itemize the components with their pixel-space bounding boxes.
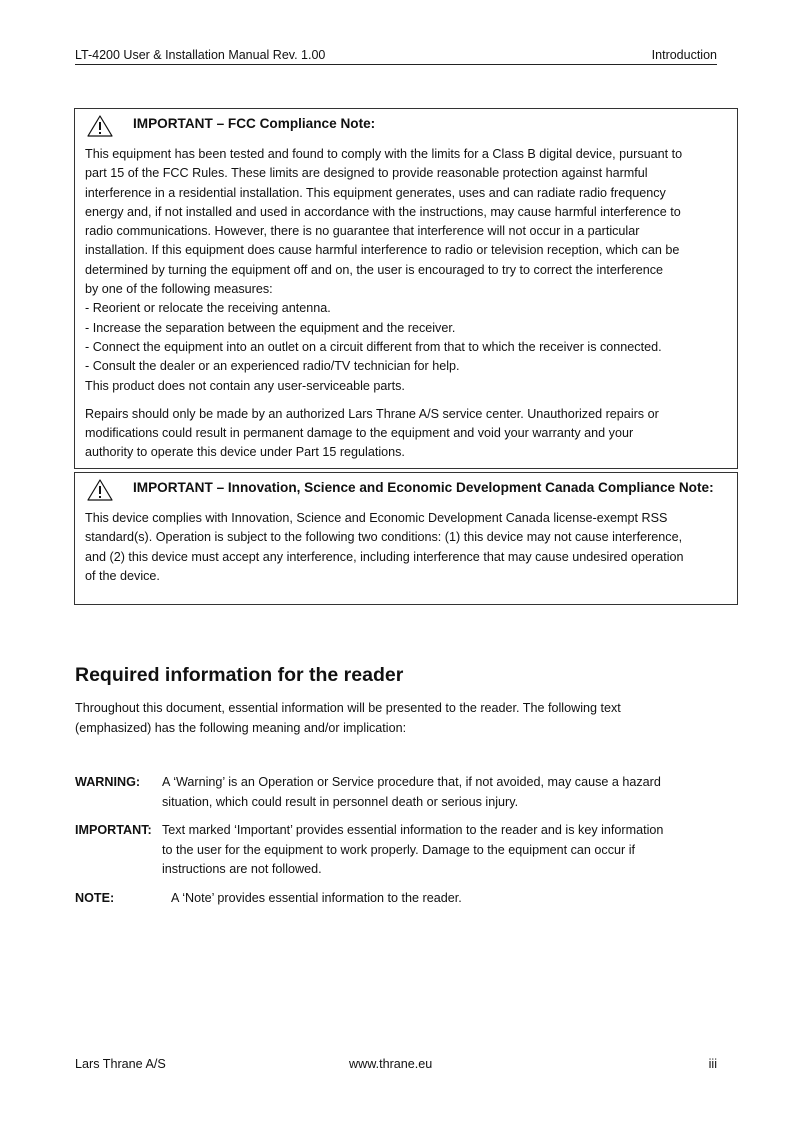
definition-term: WARNING: [75, 775, 141, 789]
notice-body [85, 509, 727, 586]
definition-line: instructions are not followed. [162, 862, 322, 876]
definition-text [162, 821, 725, 880]
notice-line: of the device. [85, 568, 160, 583]
definition-important [75, 821, 725, 880]
document-title: LT-4200 User & Installation Manual Rev. 1.00 [75, 48, 326, 62]
measure-item: - Connect the equipment into an outlet on a circuit different from that to which the receiver is connected. [85, 339, 662, 354]
notice-line: This device complies with Innovation, Science and Economic Development Canada license-exempt RSS [85, 511, 668, 525]
intro-line: (emphasized) has the following meaning and/or implication: [75, 721, 407, 735]
footer-company: Lars Thrane A/S [75, 1057, 166, 1071]
chapter-name: Introduction [651, 48, 717, 62]
warning-triangle-icon [86, 478, 114, 502]
repair-line: modifications could result in permanent damage to the equipment and void your warranty and your [85, 426, 634, 441]
repair-line: Repairs should only be made by an authorized Lars Thrane A/S service center. Unauthorized repairs or [85, 406, 659, 421]
page-header [75, 48, 717, 65]
ised-compliance-notice [74, 472, 738, 605]
definition-line: situation, which could result in personnel death or serious injury. [162, 794, 519, 809]
definition-term: IMPORTANT: [75, 823, 152, 837]
notice-line: standard(s). Operation is subject to the following two conditions: (1) this device may not cause interference, [85, 530, 683, 545]
definition-line: to the user for the equipment to work properly. Damage to the equipment can occur if [162, 842, 635, 857]
definition-warning [75, 773, 725, 812]
notice-body [85, 145, 727, 463]
notice-line: installation. If this equipment does cause harmful interference to radio or television reception, which can be [85, 243, 680, 258]
notice-line: energy and, if not installed and used in accordance with the instructions, may cause harmful interference to [85, 204, 681, 219]
notice-title: IMPORTANT – FCC Compliance Note: [133, 116, 376, 131]
definition-note [75, 889, 725, 909]
definition-term: NOTE: [75, 890, 115, 905]
warning-triangle-icon [86, 114, 114, 138]
notice-title: IMPORTANT – Innovation, Science and Economic Development Canada Compliance Note: [133, 480, 714, 495]
measure-item: - Reorient or relocate the receiving antenna. [85, 301, 331, 316]
notice-line: determined by turning the equipment off and on, the user is encouraged to try to correct the interference [85, 262, 664, 277]
notice-line: and (2) this device must accept any interference, including interference that may cause undesired operation [85, 549, 684, 564]
notice-header [85, 109, 727, 145]
notice-line: This product does not contain any user-serviceable parts. [85, 378, 405, 393]
notice-line: This equipment has been tested and found to comply with the limits for a Class B digital device, pursuant to [85, 147, 683, 161]
section-intro [75, 698, 717, 738]
definition-text [162, 773, 725, 812]
notice-line: radio communications. However, there is no guarantee that interference will not occur in a particular [85, 224, 640, 239]
definition-line: A ‘Note’ provides essential information to the reader. [171, 890, 462, 905]
measure-item: - Increase the separation between the equipment and the receiver. [85, 320, 456, 335]
notice-line: by one of the following measures: [85, 282, 273, 297]
footer-website-link[interactable]: www.thrane.eu [349, 1057, 433, 1071]
definition-list [75, 773, 725, 917]
page-number: iii [708, 1057, 717, 1071]
notice-header [85, 473, 727, 509]
page-footer [75, 1057, 717, 1075]
section-heading: Required information for the reader [75, 664, 404, 686]
definition-text [162, 889, 725, 909]
intro-line: Throughout this document, essential information will be presented to the reader. The following text [75, 701, 621, 715]
repair-line: authority to operate this device under Part 15 regulations. [85, 445, 405, 460]
measure-item: - Consult the dealer or an experienced radio/TV technician for help. [85, 359, 460, 374]
notice-line: interference in a residential installation. This equipment generates, uses and can radiate radio frequency [85, 185, 666, 200]
notice-line: part 15 of the FCC Rules. These limits are designed to provide reasonable protection against harmful [85, 166, 648, 181]
fcc-compliance-notice [74, 108, 738, 469]
definition-line: A ‘Warning’ is an Operation or Service procedure that, if not avoided, may cause a hazard [162, 775, 661, 789]
definition-line: Text marked ‘Important’ provides essential information to the reader and is key information [162, 823, 664, 837]
